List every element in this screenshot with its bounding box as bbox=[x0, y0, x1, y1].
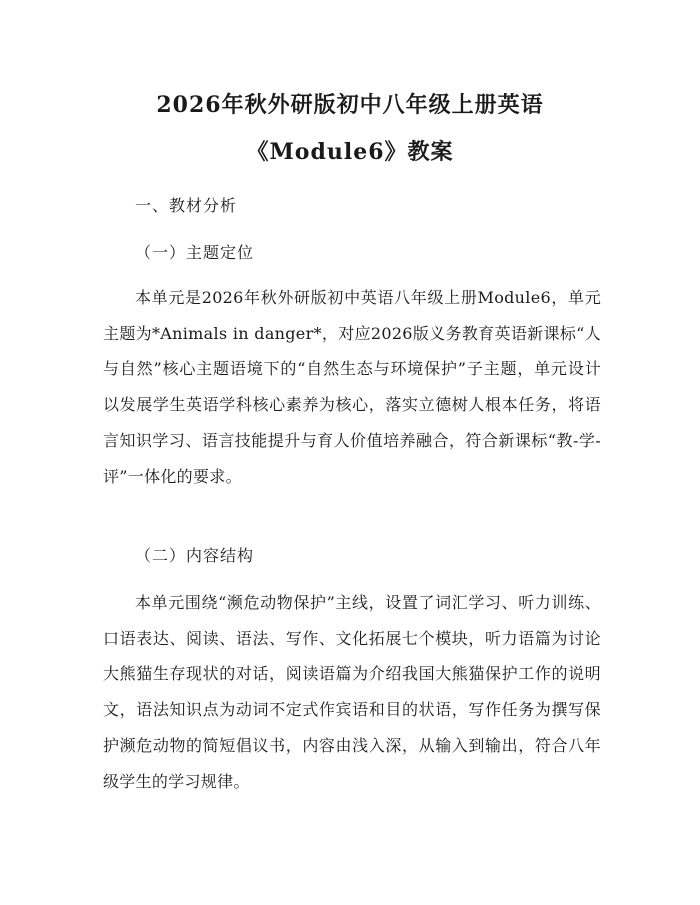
subsection-heading-structure: （二）内容结构 bbox=[135, 546, 255, 565]
paragraph-structure: 本单元围绕“濒危动物保护”主线，设置了词汇学习、听力训练、口语表达、阅读、语法、写作、文化拓展七个模块，听力语篇为讨论大熊猫生存现状的对话，阅读语篇为介绍我国大熊猫保护工作的说明文，语法知识点为动词不定式作宾语和目的状语，写作任务为撰写保护濒危动物的简短倡议书，内容由浅入深，从输入到输出，符合八年级学生的学习规律。 bbox=[103, 593, 601, 791]
document-title-line1: 2026年秋外研版初中八年级上册英语 bbox=[156, 92, 544, 118]
paragraph-theme: 本单元是2026年秋外研版初中英语八年级上册Module6，单元主题为*Animals in danger*，对应2026版义务教育英语新课标“人与自然”核心主题语境下的“自然生态与环境保护”子主题，单元设计以发展学生英语学科核心素养为核心，落实立德树人根本任务，将语言知识学习、语言技能提升与育人价值培养融合，符合新课标“教-学-评”一体化的要求。 bbox=[103, 288, 601, 486]
subsection-heading-theme: （一）主题定位 bbox=[135, 243, 255, 262]
section-heading-analysis: 一、教材分析 bbox=[135, 196, 238, 215]
document-title-line2: 《Module6》教案 bbox=[246, 139, 454, 165]
